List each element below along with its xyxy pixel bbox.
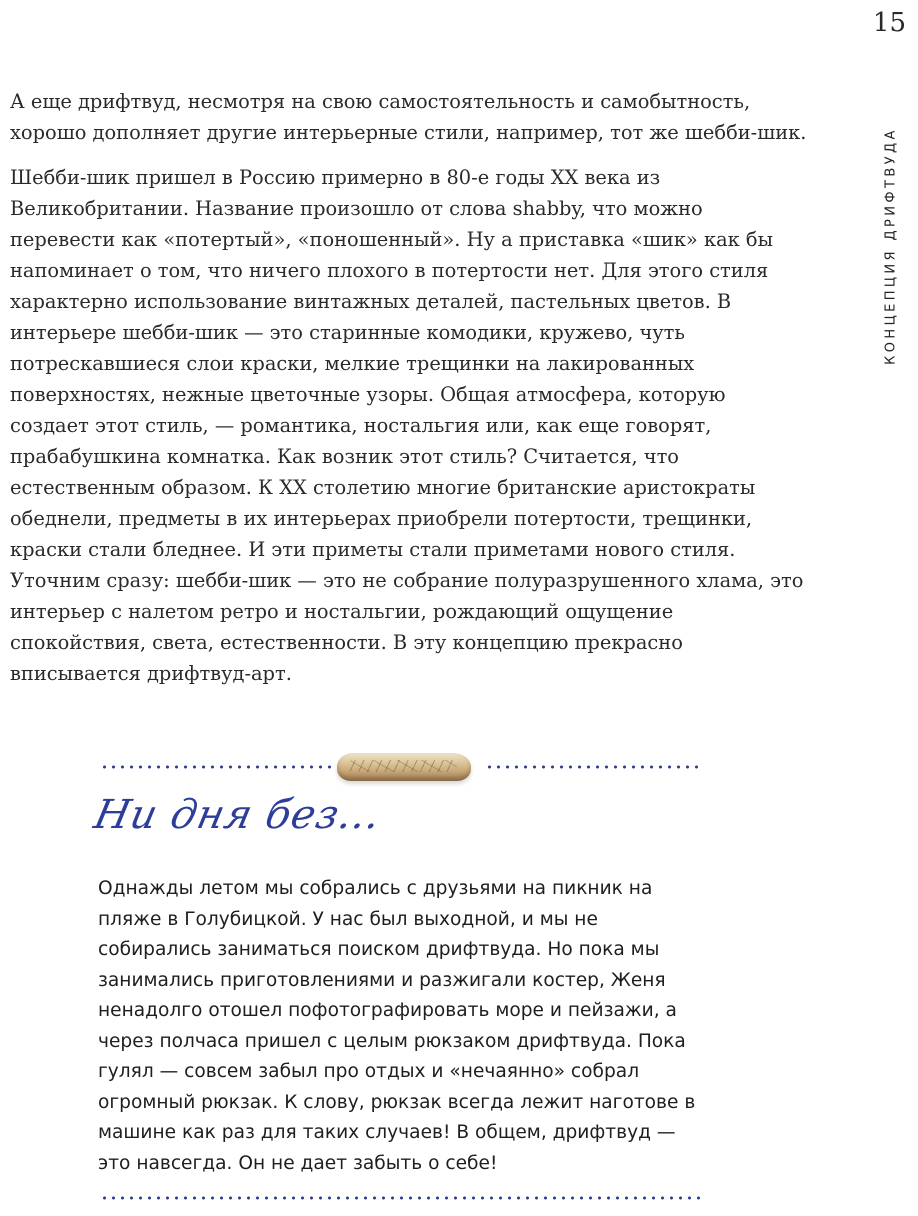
box-divider-top bbox=[95, 750, 705, 784]
dotted-rule-right bbox=[485, 765, 700, 769]
running-head-text: КОНЦЕПЦИЯ ДРИФТВУДА bbox=[883, 127, 899, 365]
dotted-rule-left bbox=[100, 765, 332, 769]
running-head bbox=[878, 90, 904, 402]
main-text bbox=[10, 86, 810, 703]
box-divider-bottom bbox=[95, 1193, 705, 1203]
page-number: 15 bbox=[872, 8, 906, 38]
paragraph: А еще дрифтвуд, несмотря на свою самостоятельность и самобытность, хорошо дополняет другие интерьерные стили, например, тот же шебби-шик. bbox=[10, 90, 807, 144]
box-heading: Ни дня без... bbox=[90, 792, 386, 838]
driftwood-texture bbox=[347, 760, 457, 772]
box-text: Однажды летом мы собрались с друзьями на пикник на пляже в Голубицкой. У нас был выходной, и мы не собирались заниматься поиском дрифтвуда. Но пока мы занимались приготовлениями и разжигали костер, Женя ненадолго отошел пофотографировать море и пейзажи, а через полчаса пришел с целым рюкзаком дрифтвуда. Пока гулял — совсем забыл про отдых и «нечаянно» собрал огромный рюкзак. К слову, рюкзак всегда лежит наготове в машине как раз для таких случаев! В общем, дрифтвуд — это навсегда. Он не дает забыть о себе! bbox=[98, 878, 696, 1174]
paragraph: Шебби-шик пришел в Россию примерно в 80-е годы XX века из Великобритании. Название произошло от слова shabby, что можно перевести как «потертый», «поношенный». Ну а приставка «шик» как бы напоминает о том, что ничего плохого в потертости нет. Для этого стиля характерно использование винтажных деталей, пастельных цветов. В интерьере шебби-шик — это старинные комодики, кружево, чуть потрескавшиеся слои краски, мелкие трещинки на лакированных поверхностях, нежные цветочные узоры. Общая атмосфера, которую создает этот стиль, — романтика, ностальгия или, как еще говорят, прабабушкина комнатка. Как возник этот стиль? Считается, что естественным образом. К XX столетию многие британские аристократы обеднели, предметы в их интерьерах приобрели потертости, трещинки, краски стали бледнее. И эти приметы стали приметами нового стиля. Уточним сразу: шебби-шик — это не собрание полуразрушенного хлама, это интерьер с налетом ретро и ностальгии, рождающий ощущение спокойствия, света, естественности. В эту концепцию прекрасно вписывается дрифтвуд-арт. bbox=[10, 166, 804, 685]
dotted-rule-bottom bbox=[100, 1196, 700, 1200]
